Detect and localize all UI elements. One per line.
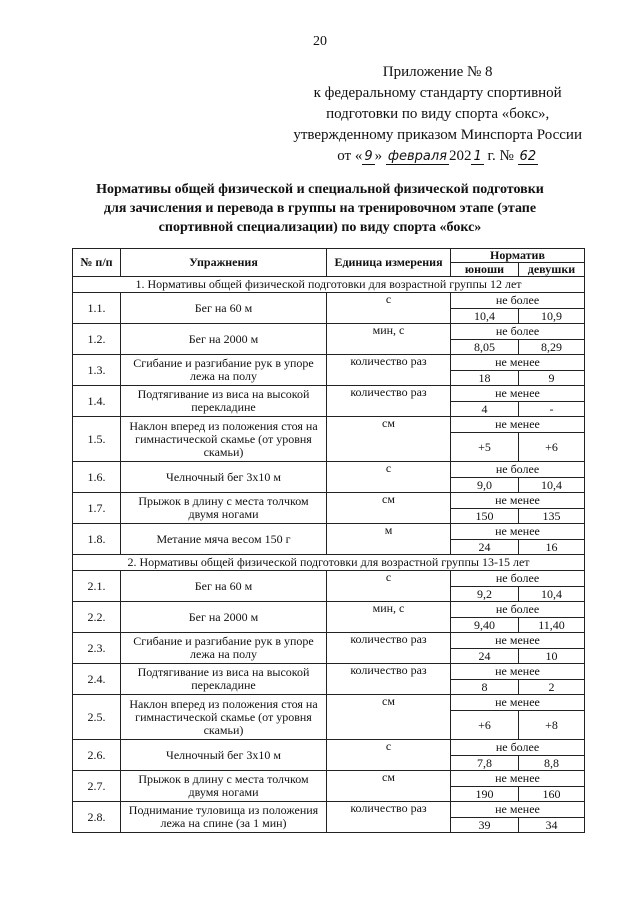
row-condition: не более xyxy=(451,571,585,587)
table-row xyxy=(73,462,585,478)
header-unit: Единица измерения xyxy=(327,249,451,277)
table-row xyxy=(73,771,585,787)
row-number: 1.3. xyxy=(73,355,121,386)
row-number: 1.5. xyxy=(73,417,121,462)
table-row xyxy=(73,417,585,433)
row-number: 2.3. xyxy=(73,633,121,664)
row-number: 1.4. xyxy=(73,386,121,417)
row-condition: не более xyxy=(451,324,585,340)
header-exercise: Упражнения xyxy=(121,249,327,277)
row-boys-value: +6 xyxy=(451,711,519,740)
row-boys-value: 10,4 xyxy=(451,309,519,324)
order-year-prefix: 202 xyxy=(448,148,472,164)
row-boys-value: 24 xyxy=(451,540,519,555)
appendix-line-4: утвержденному приказом Минспорта России xyxy=(293,127,582,143)
row-number: 2.6. xyxy=(73,740,121,771)
row-condition: не менее xyxy=(451,524,585,540)
order-date-prefix: от « xyxy=(337,148,363,164)
row-boys-value: 24 xyxy=(451,649,519,664)
table-row xyxy=(73,602,585,618)
header-girls: девушки xyxy=(519,263,585,277)
row-exercise: Наклон вперед из положения стоя на гимнастической скамье (от уровня скамьи) xyxy=(121,417,327,462)
row-boys-value: 8 xyxy=(451,680,519,695)
norms-table-body xyxy=(73,277,585,833)
row-unit: см xyxy=(327,771,451,802)
header-norm: Норматив xyxy=(451,249,585,263)
row-exercise: Подтягивание из виса на высокой перекладине xyxy=(121,664,327,695)
row-boys-value: 150 xyxy=(451,509,519,524)
row-unit: м xyxy=(327,524,451,555)
table-row xyxy=(73,493,585,509)
appendix-line-3: подготовки по виду спорта «бокс», xyxy=(326,106,550,122)
row-unit: с xyxy=(327,740,451,771)
order-date-mid: » xyxy=(374,148,383,164)
row-exercise: Сгибание и разгибание рук в упоре лежа на полу xyxy=(121,355,327,386)
row-exercise: Подтягивание из виса на высокой перекладине xyxy=(121,386,327,417)
order-number-handwritten: 62 xyxy=(519,149,537,164)
row-girls-value: 34 xyxy=(519,818,585,833)
row-exercise: Сгибание и разгибание рук в упоре лежа на полу xyxy=(121,633,327,664)
table-row xyxy=(73,802,585,818)
order-month-handwritten: февраля xyxy=(387,149,447,164)
row-girls-value: 9 xyxy=(519,371,585,386)
row-condition: не менее xyxy=(451,355,585,371)
row-number: 2.1. xyxy=(73,571,121,602)
title-line-3: спортивной специализации) по виду спорта «бокс» xyxy=(158,220,482,235)
order-date-line xyxy=(293,146,582,167)
table-row xyxy=(73,664,585,680)
row-unit: с xyxy=(327,293,451,324)
norms-table xyxy=(72,248,585,833)
title-line-2: для зачисления и перевода в группы на тренировочном этапе (этапе xyxy=(103,201,537,216)
row-condition: не более xyxy=(451,602,585,618)
row-girls-value: 11,40 xyxy=(519,618,585,633)
row-condition: не менее xyxy=(451,771,585,787)
row-boys-value: 9,40 xyxy=(451,618,519,633)
table-row xyxy=(73,633,585,649)
row-girls-value: - xyxy=(519,402,585,417)
table-row xyxy=(73,524,585,540)
row-exercise: Челночный бег 3x10 м xyxy=(121,740,327,771)
row-exercise: Прыжок в длину с места толчком двумя ногами xyxy=(121,493,327,524)
row-girls-value: 10 xyxy=(519,649,585,664)
row-unit: см xyxy=(327,493,451,524)
order-year-digit-handwritten: 1 xyxy=(473,149,482,164)
row-number: 1.7. xyxy=(73,493,121,524)
row-girls-value: 2 xyxy=(519,680,585,695)
row-girls-value: 10,4 xyxy=(519,478,585,493)
document-title xyxy=(0,180,640,237)
table-row xyxy=(73,293,585,309)
row-unit: с xyxy=(327,571,451,602)
table-row xyxy=(73,740,585,756)
header-boys: юноши xyxy=(451,263,519,277)
row-number: 2.2. xyxy=(73,602,121,633)
row-boys-value: 8,05 xyxy=(451,340,519,355)
row-boys-value: +5 xyxy=(451,433,519,462)
row-exercise: Бег на 60 м xyxy=(121,571,327,602)
row-unit: см xyxy=(327,417,451,462)
row-exercise: Бег на 2000 м xyxy=(121,324,327,355)
section-title: 2. Нормативы общей физической подготовки для возрастной группы 13-15 лет xyxy=(73,555,585,571)
row-boys-value: 4 xyxy=(451,402,519,417)
row-girls-value: +6 xyxy=(519,433,585,462)
row-boys-value: 190 xyxy=(451,787,519,802)
row-girls-value: +8 xyxy=(519,711,585,740)
row-boys-value: 39 xyxy=(451,818,519,833)
row-condition: не более xyxy=(451,293,585,309)
row-unit: с xyxy=(327,462,451,493)
section-title: 1. Нормативы общей физической подготовки для возрастной группы 12 лет xyxy=(73,277,585,293)
row-number: 1.1. xyxy=(73,293,121,324)
appendix-line-2: к федеральному стандарту спортивной xyxy=(313,85,562,101)
table-row xyxy=(73,355,585,371)
row-condition: не более xyxy=(451,462,585,478)
order-number-prefix: г. № xyxy=(487,148,514,164)
section-row xyxy=(73,555,585,571)
row-condition: не менее xyxy=(451,802,585,818)
row-exercise: Бег на 2000 м xyxy=(121,602,327,633)
row-girls-value: 135 xyxy=(519,509,585,524)
row-exercise: Метание мяча весом 150 г xyxy=(121,524,327,555)
row-exercise: Прыжок в длину с места толчком двумя ногами xyxy=(121,771,327,802)
row-condition: не менее xyxy=(451,633,585,649)
row-condition: не менее xyxy=(451,417,585,433)
row-girls-value: 8,29 xyxy=(519,340,585,355)
header-num: № п/п xyxy=(73,249,121,277)
appendix-line-1: Приложение № 8 xyxy=(382,64,493,80)
row-condition: не менее xyxy=(451,695,585,711)
row-number: 2.8. xyxy=(73,802,121,833)
table-row xyxy=(73,324,585,340)
row-unit: мин, с xyxy=(327,602,451,633)
row-number: 1.8. xyxy=(73,524,121,555)
row-boys-value: 18 xyxy=(451,371,519,386)
row-number: 1.6. xyxy=(73,462,121,493)
page-number: 20 xyxy=(313,34,327,49)
row-exercise: Наклон вперед из положения стоя на гимнастической скамье (от уровня скамьи) xyxy=(121,695,327,740)
title-line-1: Нормативы общей физической и специальной физической подготовки xyxy=(96,182,544,197)
row-exercise: Бег на 60 м xyxy=(121,293,327,324)
row-unit: количество раз xyxy=(327,633,451,664)
row-condition: не более xyxy=(451,740,585,756)
row-unit: количество раз xyxy=(327,355,451,386)
row-girls-value: 8,8 xyxy=(519,756,585,771)
row-boys-value: 7,8 xyxy=(451,756,519,771)
row-condition: не менее xyxy=(451,664,585,680)
row-number: 2.7. xyxy=(73,771,121,802)
row-girls-value: 10,9 xyxy=(519,309,585,324)
row-boys-value: 9,2 xyxy=(451,587,519,602)
order-day-handwritten: 9 xyxy=(364,149,373,164)
table-row xyxy=(73,386,585,402)
row-number: 2.5. xyxy=(73,695,121,740)
row-unit: см xyxy=(327,695,451,740)
row-unit: количество раз xyxy=(327,664,451,695)
row-girls-value: 10,4 xyxy=(519,587,585,602)
row-number: 2.4. xyxy=(73,664,121,695)
section-row xyxy=(73,277,585,293)
row-condition: не менее xyxy=(451,386,585,402)
appendix-header xyxy=(293,62,582,167)
row-unit: мин, с xyxy=(327,324,451,355)
row-condition: не менее xyxy=(451,493,585,509)
row-girls-value: 160 xyxy=(519,787,585,802)
row-unit: количество раз xyxy=(327,802,451,833)
row-exercise: Поднимание туловища из положения лежа на спине (за 1 мин) xyxy=(121,802,327,833)
row-girls-value: 16 xyxy=(519,540,585,555)
table-row xyxy=(73,695,585,711)
row-exercise: Челночный бег 3x10 м xyxy=(121,462,327,493)
row-number: 1.2. xyxy=(73,324,121,355)
row-boys-value: 9,0 xyxy=(451,478,519,493)
table-row xyxy=(73,571,585,587)
row-unit: количество раз xyxy=(327,386,451,417)
